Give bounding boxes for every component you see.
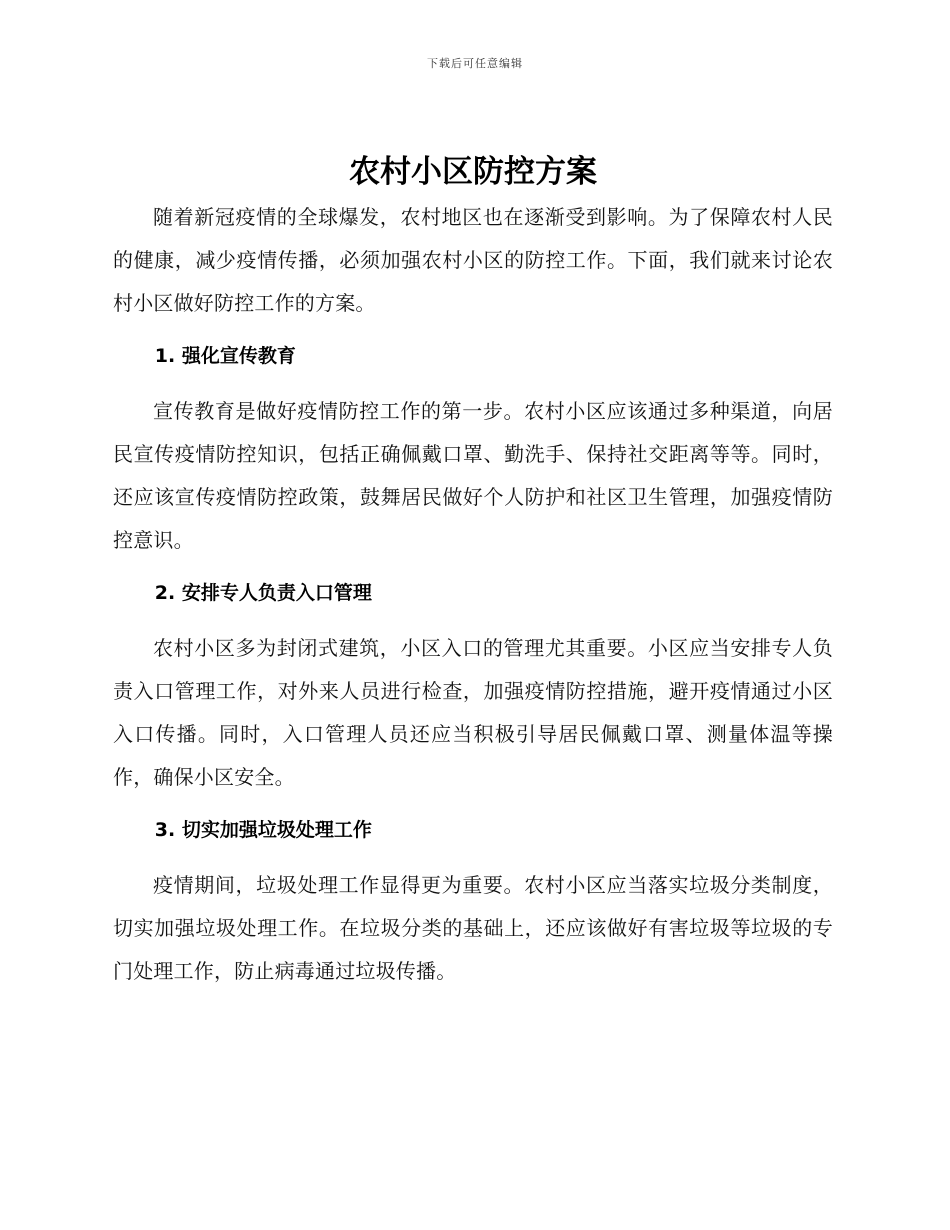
section-1-body: 宣传教育是做好疫情防控工作的第一步。农村小区应该通过多种渠道，向居民宣传疫情防控知识，包括正确佩戴口罩、勤洗手、保持社交距离等等。同时，还应该宣传疫情防控政策，鼓舞居民做好个人防护和社区卫生管理，加强疫情防控意识。 [113,399,833,552]
section-1 [113,335,833,562]
section-3-heading: 3. 切实加强垃圾处理工作 [154,819,372,841]
section-2-heading: 2. 安排专人负责入口管理 [154,582,372,604]
section-1-heading: 1. 强化宣传教育 [154,345,296,367]
document-title: 农村小区防控方案 [349,154,597,190]
section-2 [113,572,833,799]
header-note: 下载后可任意编辑 [427,57,523,70]
intro-paragraph: 随着新冠疫情的全球爆发，农村地区也在逐渐受到影响。为了保障农村人民的健康，减少疫情传播，必须加强农村小区的防控工作。下面，我们就来讨论农村小区做好防控工作的方案。 [113,205,833,315]
document-content [113,148,833,993]
section-2-body: 农村小区多为封闭式建筑，小区入口的管理尤其重要。小区应当安排专人负责入口管理工作，对外来人员进行检查，加强疫情防控措施，避开疫情通过小区入口传播。同时，入口管理人员还应当积极引导居民佩戴口罩、测量体温等操作，确保小区安全。 [113,636,833,789]
section-3 [113,809,833,993]
section-3-body: 疫情期间，垃圾处理工作显得更为重要。农村小区应当落实垃圾分类制度，切实加强垃圾处理工作。在垃圾分类的基础上，还应该做好有害垃圾等垃圾的专门处理工作，防止病毒通过垃圾传播。 [113,873,833,983]
